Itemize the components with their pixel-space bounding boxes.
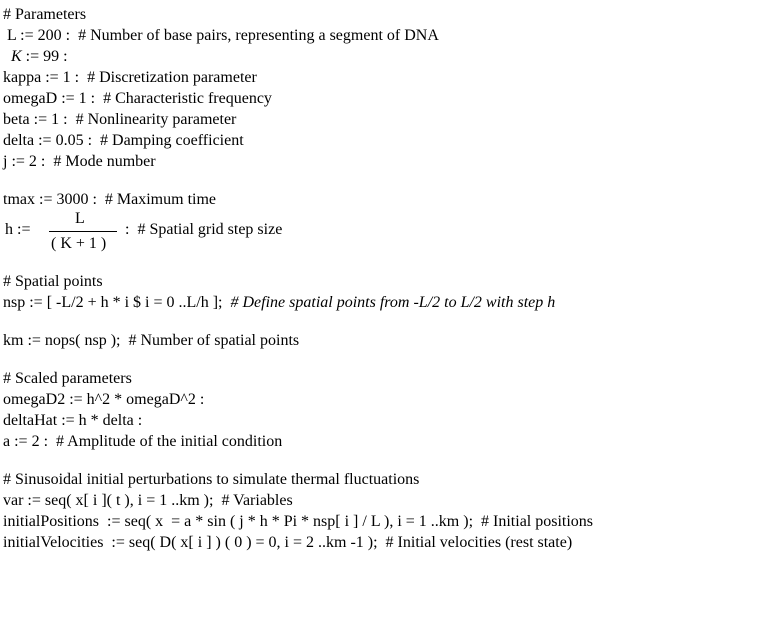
- assign-K-rest: := 99 :: [21, 48, 68, 65]
- assign-beta[interactable]: beta := 1 : # Nonlinearity parameter: [3, 111, 237, 128]
- assign-h[interactable]: [3, 207, 283, 255]
- h-numerator: L: [75, 210, 85, 227]
- nsp-code: nsp := [ -L/2 + h * i $ i = 0 ..L/h ];: [3, 294, 231, 311]
- assign-omegaD2[interactable]: omegaD2 := h^2 * omegaD^2 :: [3, 391, 205, 408]
- assign-j[interactable]: j := 2 : # Mode number: [3, 153, 156, 170]
- comment-parameters: # Parameters: [3, 6, 87, 23]
- assign-a[interactable]: a := 2 : # Amplitude of the initial condition: [3, 433, 283, 450]
- nsp-comment: # Define spatial points from -L/2 to L/2 with step h: [230, 294, 556, 311]
- assign-kappa[interactable]: kappa := 1 : # Discretization parameter: [3, 69, 257, 86]
- assign-deltaHat[interactable]: deltaHat := h * delta :: [3, 412, 143, 429]
- comment-sinusoidal: # Sinusoidal initial perturbations to simulate thermal fluctuations: [3, 471, 420, 488]
- assign-km[interactable]: km := nops( nsp ); # Number of spatial points: [3, 332, 300, 349]
- h-comment: : # Spatial grid step size: [121, 221, 283, 238]
- assign-L[interactable]: L := 200 : # Number of base pairs, representing a segment of DNA: [3, 27, 439, 44]
- assign-initialVelocities[interactable]: initialVelocities := seq( D( x[ i ] ) ( 0 ) = 0, i = 2 ..km -1 ); # Initial velocities (rest state): [3, 534, 573, 551]
- h-lhs: h :=: [5, 221, 31, 238]
- assign-tmax[interactable]: tmax := 3000 : # Maximum time: [3, 191, 217, 208]
- var-K: K: [11, 48, 22, 65]
- assign-omegaD[interactable]: omegaD := 1 : # Characteristic frequency: [3, 90, 272, 107]
- assign-delta[interactable]: delta := 0.05 : # Damping coefficient: [3, 132, 244, 149]
- assign-nsp[interactable]: [3, 293, 555, 312]
- assign-initialPositions[interactable]: initialPositions := seq( x = a * sin ( j * h * Pi * nsp[ i ] / L ), i = 1 ..km ); # Initial positions: [3, 513, 594, 530]
- fraction-bar: [49, 231, 117, 232]
- assign-var[interactable]: var := seq( x[ i ]( t ), i = 1 ..km ); # Variables: [3, 492, 293, 509]
- assign-K[interactable]: [3, 47, 68, 66]
- h-denominator: ( K + 1 ): [51, 235, 107, 252]
- comment-spatial-points: # Spatial points: [3, 273, 103, 290]
- comment-scaled-parameters: # Scaled parameters: [3, 370, 132, 387]
